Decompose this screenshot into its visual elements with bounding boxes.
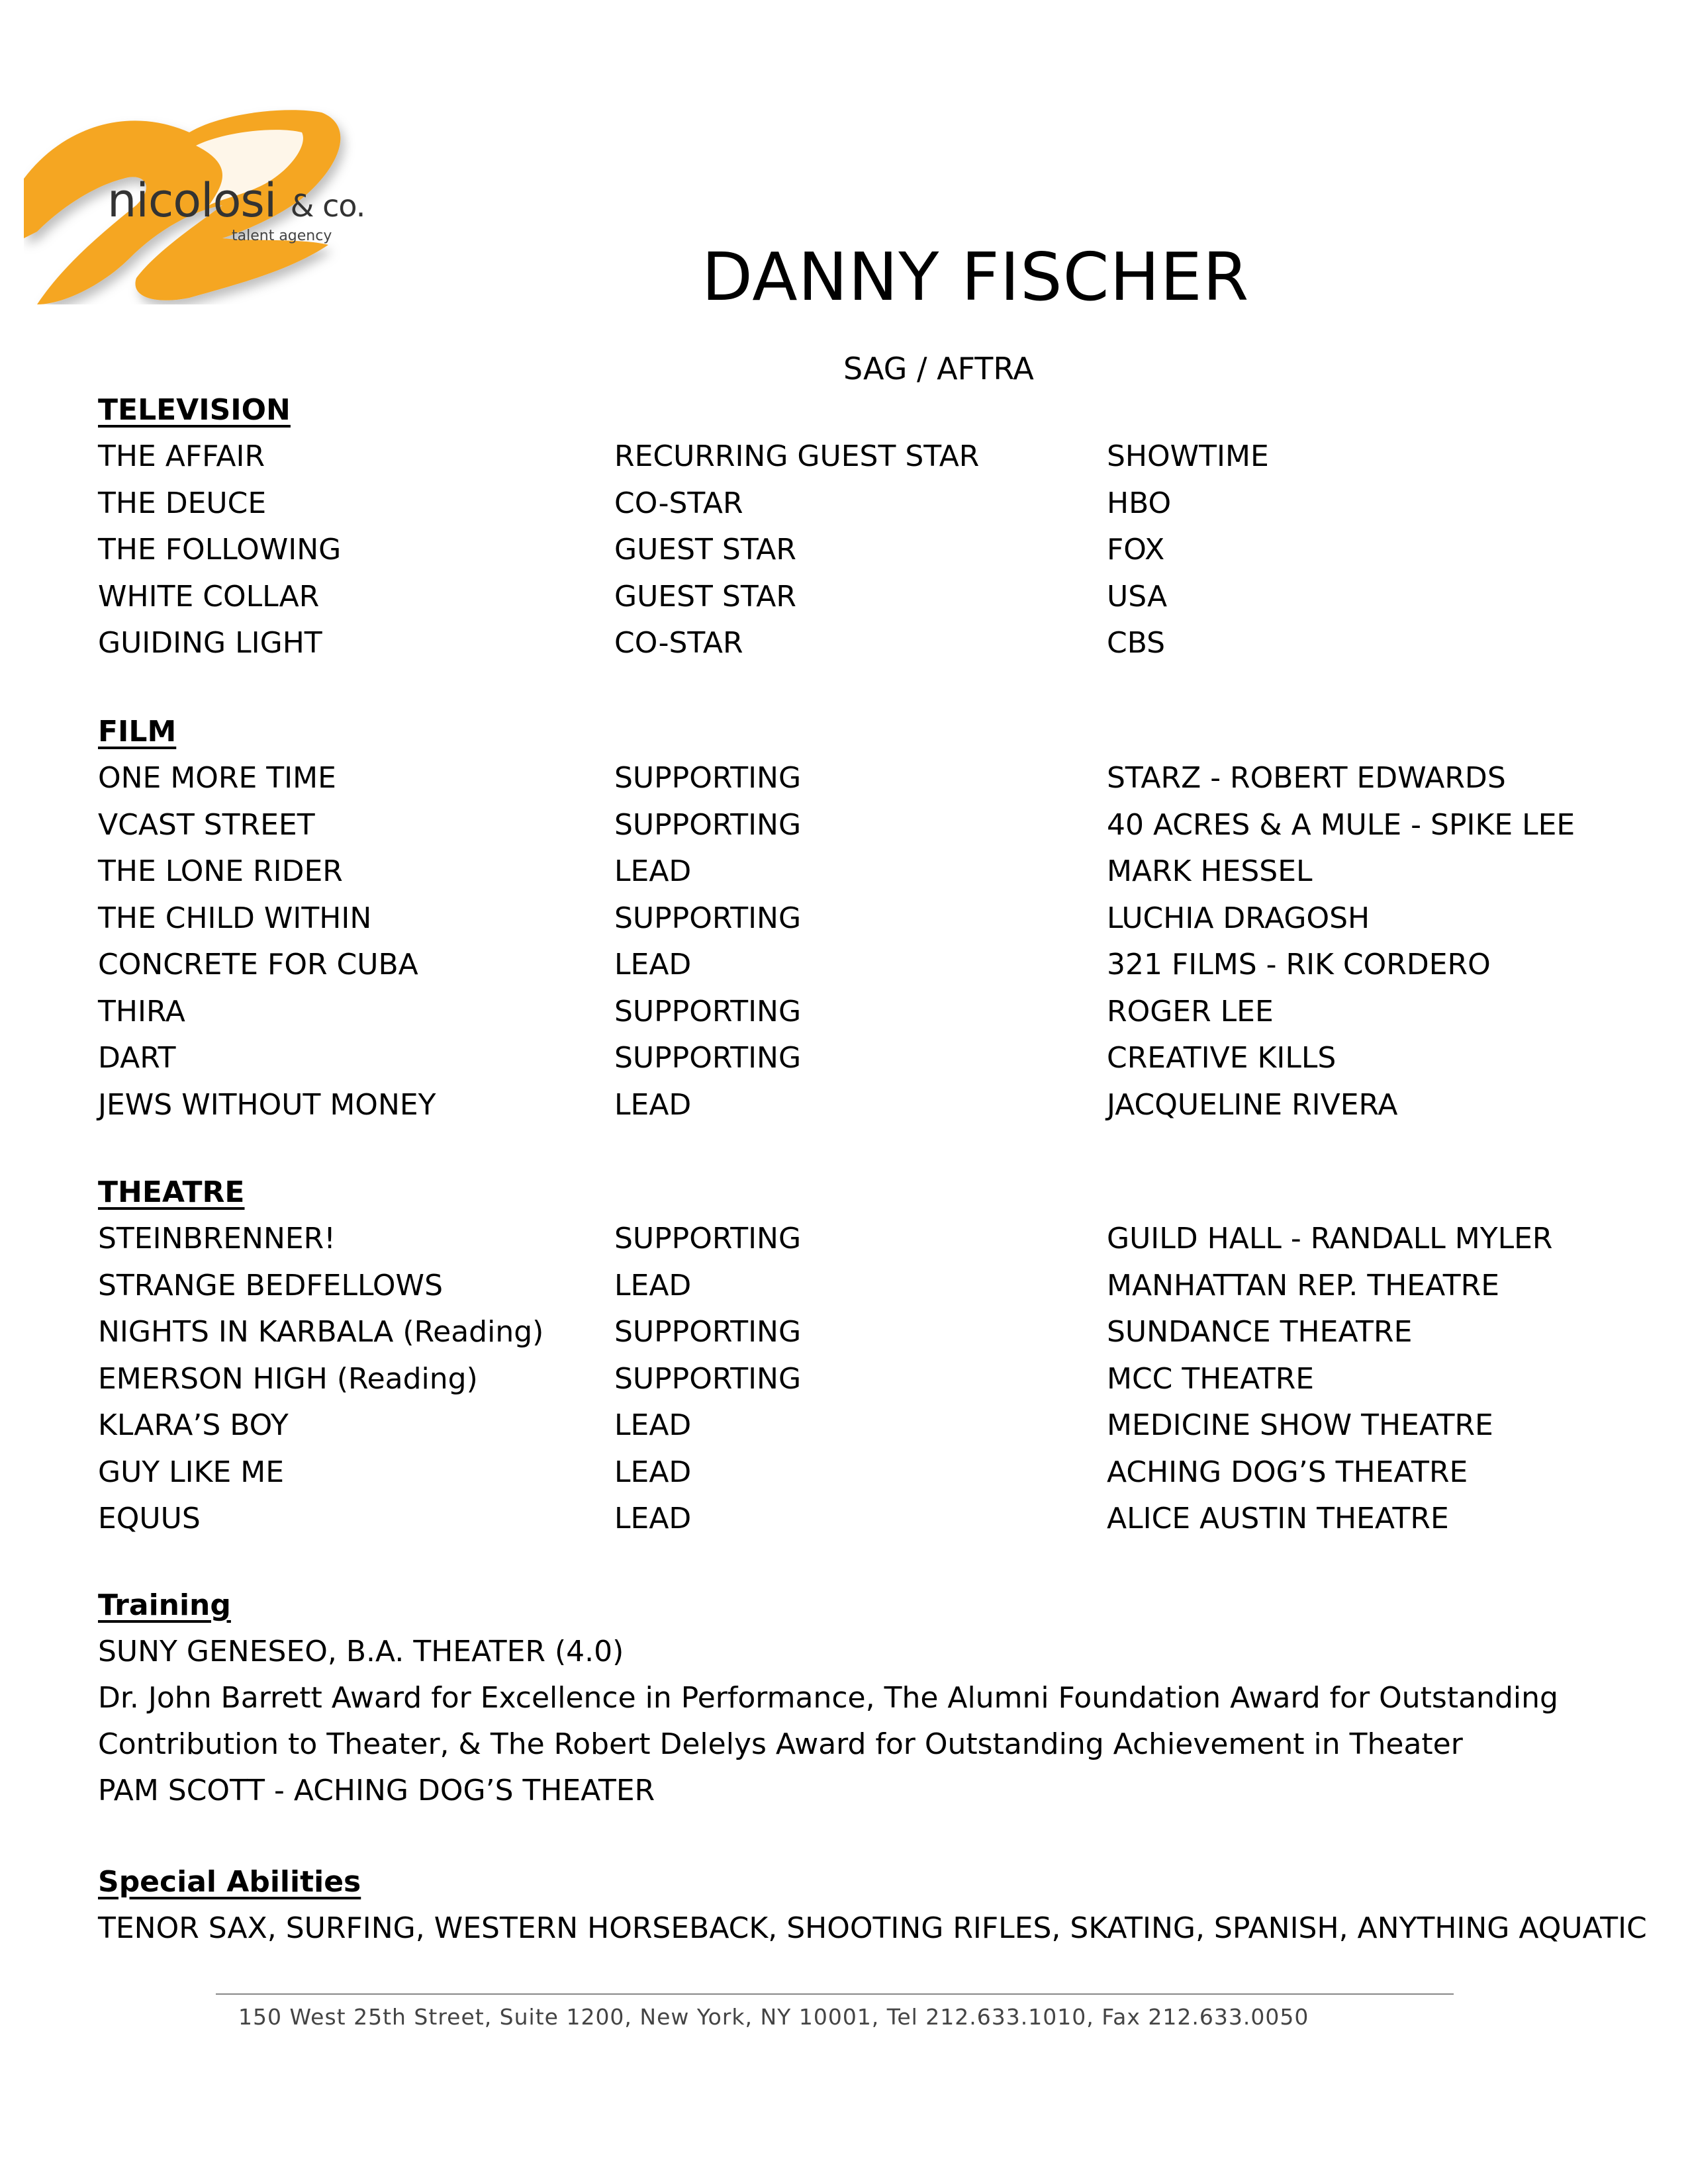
theatre-credit-row (0, 1269, 1688, 1308)
credit-venue: CREATIVE KILLS (1107, 1041, 1336, 1075)
special-abilities-text: TENOR SAX, SURFING, WESTERN HORSEBACK, SHOOTING RIFLES, SKATING, SPANISH, ANYTHING AQUATIC (98, 1911, 1647, 1945)
credit-venue: JACQUELINE RIVERA (1107, 1087, 1398, 1122)
credit-title: DART (98, 1041, 176, 1075)
credit-venue: 40 ACRES & A MULE - SPIKE LEE (1107, 807, 1575, 842)
theatre-heading: THEATRE (98, 1175, 245, 1209)
film-heading: FILM (98, 715, 177, 749)
training-heading: Training (98, 1588, 231, 1622)
training-line: Contribution to Theater, & The Robert Delelys Award for Outstanding Achievement in Theater (98, 1727, 1463, 1761)
credit-role: SUPPORTING (614, 1315, 802, 1349)
credit-role: SUPPORTING (614, 901, 802, 935)
theatre-credit-row (0, 1502, 1688, 1541)
credit-role: CO-STAR (614, 486, 743, 520)
training-line: Dr. John Barrett Award for Excellence in Performance, The Alumni Foundation Award for Outstanding (98, 1681, 1558, 1715)
credit-venue: MEDICINE SHOW THEATRE (1107, 1408, 1493, 1442)
training-line: SUNY GENESEO, B.A. THEATER (4.0) (98, 1635, 624, 1668)
credit-venue: MARK HESSEL (1107, 854, 1313, 888)
credit-role: CO-STAR (614, 626, 743, 660)
credit-role: SUPPORTING (614, 994, 802, 1028)
credit-venue: SHOWTIME (1107, 439, 1269, 473)
credit-venue: GUILD HALL - RANDALL MYLER (1107, 1222, 1553, 1255)
credit-role: SUPPORTING (614, 1041, 802, 1075)
credit-title: EMERSON HIGH (Reading) (98, 1361, 478, 1396)
television-credit-row (0, 626, 1688, 666)
credit-title: EQUUS (98, 1502, 201, 1535)
credit-venue: LUCHIA DRAGOSH (1107, 901, 1370, 935)
credit-role: RECURRING GUEST STAR (614, 439, 980, 473)
credit-title: NIGHTS IN KARBALA (Reading) (98, 1315, 544, 1349)
credit-title: THE FOLLOWING (98, 533, 342, 567)
credit-role: GUEST STAR (614, 579, 796, 614)
credit-venue: ROGER LEE (1107, 994, 1274, 1028)
credit-venue: 321 FILMS - RIK CORDERO (1107, 948, 1491, 981)
agency-tagline: talent agency (232, 228, 332, 244)
credit-venue: HBO (1107, 486, 1172, 520)
television-credit-row (0, 580, 1688, 619)
credit-title: STRANGE BEDFELLOWS (98, 1268, 443, 1302)
agency-address: 150 West 25th Street, Suite 1200, New York, NY 10001, Tel 212.633.1010, Fax 212.633.0050 (238, 2004, 1309, 2030)
film-credit-row (0, 808, 1688, 848)
credit-venue: MCC THEATRE (1107, 1361, 1315, 1396)
theatre-credit-row (0, 1362, 1688, 1402)
theatre-credit-row (0, 1408, 1688, 1448)
credit-title: JEWS WITHOUT MONEY (98, 1087, 436, 1122)
credit-role: SUPPORTING (614, 1222, 802, 1255)
credit-role: SUPPORTING (614, 761, 802, 795)
film-credit-row (0, 854, 1688, 894)
credit-venue: MANHATTAN REP. THEATRE (1107, 1268, 1500, 1302)
theatre-credit-row (0, 1315, 1688, 1355)
credit-title: GUIDING LIGHT (98, 626, 322, 660)
film-credit-row (0, 761, 1688, 801)
television-heading: TELEVISION (98, 393, 291, 427)
credit-title: VCAST STREET (98, 807, 315, 842)
credit-role: SUPPORTING (614, 1361, 802, 1396)
film-credit-row (0, 995, 1688, 1034)
credit-venue: STARZ - ROBERT EDWARDS (1107, 761, 1506, 795)
credit-role: GUEST STAR (614, 533, 796, 567)
film-credit-row (0, 948, 1688, 987)
special-abilities-heading: Special Abilities (98, 1865, 361, 1899)
credit-venue: ALICE AUSTIN THEATRE (1107, 1502, 1449, 1535)
film-credit-row (0, 1088, 1688, 1128)
theatre-credit-row (0, 1222, 1688, 1261)
credit-venue: CBS (1107, 626, 1166, 660)
credit-venue: SUNDANCE THEATRE (1107, 1315, 1413, 1349)
credit-role: LEAD (614, 854, 692, 888)
credit-title: STEINBRENNER! (98, 1222, 336, 1255)
credit-title: ONE MORE TIME (98, 761, 336, 795)
credit-title: GUY LIKE ME (98, 1455, 285, 1489)
training-line: PAM SCOTT - ACHING DOG’S THEATER (98, 1774, 655, 1807)
television-credit-row (0, 486, 1688, 526)
credit-role: LEAD (614, 1087, 692, 1122)
agency-name: nicolosi & co. (107, 173, 365, 228)
credit-title: CONCRETE FOR CUBA (98, 948, 418, 981)
credit-title: KLARA’S BOY (98, 1408, 289, 1442)
credit-role: LEAD (614, 1268, 692, 1302)
credit-title: THIRA (98, 994, 185, 1028)
agency-amp: & co. (290, 188, 365, 224)
film-credit-row (0, 1041, 1688, 1081)
credit-role: LEAD (614, 1408, 692, 1442)
credit-title: THE DEUCE (98, 486, 267, 520)
actor-name: DANNY FISCHER (702, 238, 1250, 316)
film-credit-row (0, 901, 1688, 941)
credit-venue: FOX (1107, 533, 1165, 567)
credit-title: WHITE COLLAR (98, 579, 320, 614)
credit-role: LEAD (614, 1502, 692, 1535)
credit-venue: ACHING DOG’S THEATRE (1107, 1455, 1468, 1489)
credit-title: THE LONE RIDER (98, 854, 343, 888)
credit-role: LEAD (614, 1455, 692, 1489)
television-credit-row (0, 533, 1688, 572)
theatre-credit-row (0, 1455, 1688, 1495)
footer-divider (216, 1993, 1454, 1995)
credit-title: THE CHILD WITHIN (98, 901, 372, 935)
credit-role: LEAD (614, 948, 692, 981)
television-credit-row (0, 439, 1688, 479)
credit-venue: USA (1107, 579, 1168, 614)
credit-title: THE AFFAIR (98, 439, 265, 473)
credit-role: SUPPORTING (614, 807, 802, 842)
union-affiliation: SAG / AFTRA (843, 351, 1034, 387)
